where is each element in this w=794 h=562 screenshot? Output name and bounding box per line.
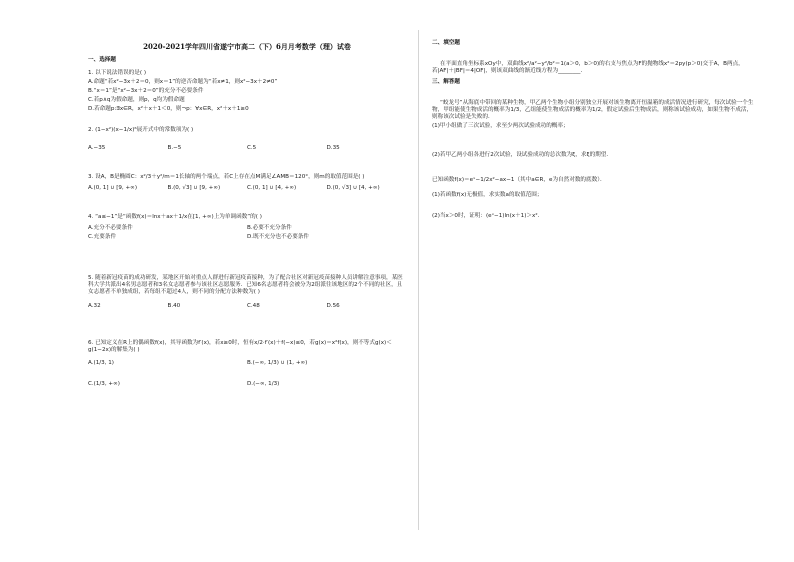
question-4-option-b: B.必要不充分条件	[247, 225, 292, 231]
question-4	[88, 214, 406, 241]
question-9-part-2: (2)当x＞0时，证明：(eˣ−1)ln(x＋1)＞x²．	[432, 213, 544, 219]
question-9	[432, 177, 754, 220]
question-2	[88, 127, 406, 152]
question-6-option-c: C.(1/3, +∞)	[88, 381, 120, 387]
question-8-part-1: (1)甲小组做了三次试验，求至少两次试验成功的概率；	[432, 123, 569, 129]
question-5	[88, 275, 406, 310]
question-9-stem: 已知函数f(x)＝eˣ−1/2x²−ax−1（其中a∈R，e为自然对数的底数）．	[432, 177, 606, 183]
question-2-option-b: B.−5	[167, 145, 182, 151]
exam-title: 2020-2021学年四川省遂宁市高二（下）6月月考数学（理）试卷	[143, 42, 351, 51]
question-6-option-a: A.(1/3, 1)	[88, 360, 114, 366]
question-5-options	[88, 303, 406, 310]
right-column	[432, 40, 754, 223]
question-2-stem: 2. (1−x²)(x−1/x)⁶展开式中的常数项为( )	[88, 127, 194, 133]
question-3-option-b: B.(0, √3] ∪ [9, +∞)	[167, 185, 221, 191]
section-heading-fill-in: 二、填空题	[432, 40, 460, 46]
question-6-option-b: B.(−∞, 1/3) ∪ (1, +∞)	[247, 360, 308, 366]
question-4-stem: 4. “a≤−1”是“函数f(x)＝lnx＋ax＋1/x在[1, +∞)上为单调函数”的( )	[88, 214, 262, 220]
question-2-option-d: D.35	[326, 145, 340, 151]
question-2-option-c: C.5	[247, 145, 257, 151]
question-3-option-c: C.(0, 1] ∪ [4, +∞)	[247, 185, 297, 191]
question-5-option-a: A.32	[88, 303, 101, 309]
question-1-option-d: D.若命题p:∃x∈R，x²＋x＋1＜0，则¬p：∀x∈R，x²＋x＋1≥0	[88, 106, 249, 112]
question-3-option-d: D.(0, √3] ∪ [4, +∞)	[326, 185, 380, 191]
question-2-option-a: A.−35	[88, 145, 106, 151]
question-3-stem: 3. 设A，B是椭圆C：x²/3＋y²/m＝1长轴的两个端点，若C上存在点M满足∠AMB＝120°，则m的取值范围是( )	[88, 174, 365, 180]
question-5-option-c: C.48	[247, 303, 260, 309]
question-1-stem: 1. 以下说法错误的是( )	[88, 70, 147, 76]
question-3	[88, 174, 406, 192]
question-1-option-b: B.“x＝1”是“x²−3x＋2＝0”的充分不必要条件	[88, 88, 204, 94]
question-6-stem: 6. 已知定义在R上的偶函数f(x)，其导函数为f′(x)，若x≥0时，恒有x/2·f′(x)＋f(−x)≤0，若g(x)＝x²f(x)，则不等式g(x)＜g(1−2x)的解集为( )	[88, 340, 392, 353]
question-7: 在平面直角坐标系xOy中，双曲线x²/a²−y²/b²＝1(a＞0，b＞0)的右支与焦点为F的抛物线x²＝2py(p＞0)交于A，B两点，若|AF|＋|BF|＝4|OF|，则该双曲线的渐近线方程为________．	[432, 61, 744, 74]
question-1-option-c: C.若p∧q为假命题，则p，q均为假命题	[88, 97, 185, 103]
section-heading-choice: 一、选择题	[88, 57, 116, 63]
question-6-options	[88, 360, 406, 388]
column-divider	[418, 30, 419, 530]
question-5-stem: 5. 随着新冠疫苗的成功研发，某地区开始对重点人群进行新冠疫苗接种，为了配合社区对新冠疫苗接种人员讲解注意事项，某医科大学共派出4名男志愿者和3名女志愿者参与该社区志愿服务．已知6名志愿者将会被分为2组派往该地区的2个不同的社区，且女志愿者不单独成组，若每组不超过4人，则不同的分配方法种数为( )	[88, 275, 403, 295]
left-column	[88, 42, 406, 391]
question-4-option-d: D.既不充分也不必要条件	[247, 234, 310, 240]
question-4-option-c: C.充要条件	[88, 234, 117, 240]
question-4-option-a: A.充分不必要条件	[88, 225, 133, 231]
question-1-option-a: A.命题“若x²−3x＋2＝0，则x＝1”的逆否命题为“若x≠1，则x²−3x＋2≠0”	[88, 79, 278, 85]
question-1	[88, 70, 406, 113]
section-heading-solution: 三、解答题	[432, 79, 460, 85]
question-2-options	[88, 145, 406, 152]
question-3-options	[88, 185, 406, 192]
question-8	[432, 100, 754, 159]
question-4-options	[88, 225, 406, 241]
question-3-option-a: A.(0, 1] ∪ [9, +∞)	[88, 185, 138, 191]
question-6-option-d: D.(−∞, 1/3)	[247, 381, 280, 387]
question-8-stem: “蛟龙号”从海底中带回的某种生物，甲乙两个生物小组分别独立开展对该生物离开恒温箱的成活情况进行研究，每次试验一个生物，甲组能使生物成活的概率为1/3，乙组能使生物成活的概率为1/2，假定试验后生物成活，则称该试验成功，如果生物不成活，则称该次试验是失败的．	[432, 100, 754, 120]
question-5-option-b: B.40	[167, 303, 181, 309]
question-8-part-2: (2)若甲乙两小组各进行2次试验，设试验成功的总次数为ξ，求ξ的期望．	[432, 152, 612, 158]
question-5-option-d: D.56	[326, 303, 340, 309]
question-9-part-1: (1)若函数f(x)无极值，求实数a的取值范围；	[432, 192, 543, 198]
question-6	[88, 340, 406, 388]
